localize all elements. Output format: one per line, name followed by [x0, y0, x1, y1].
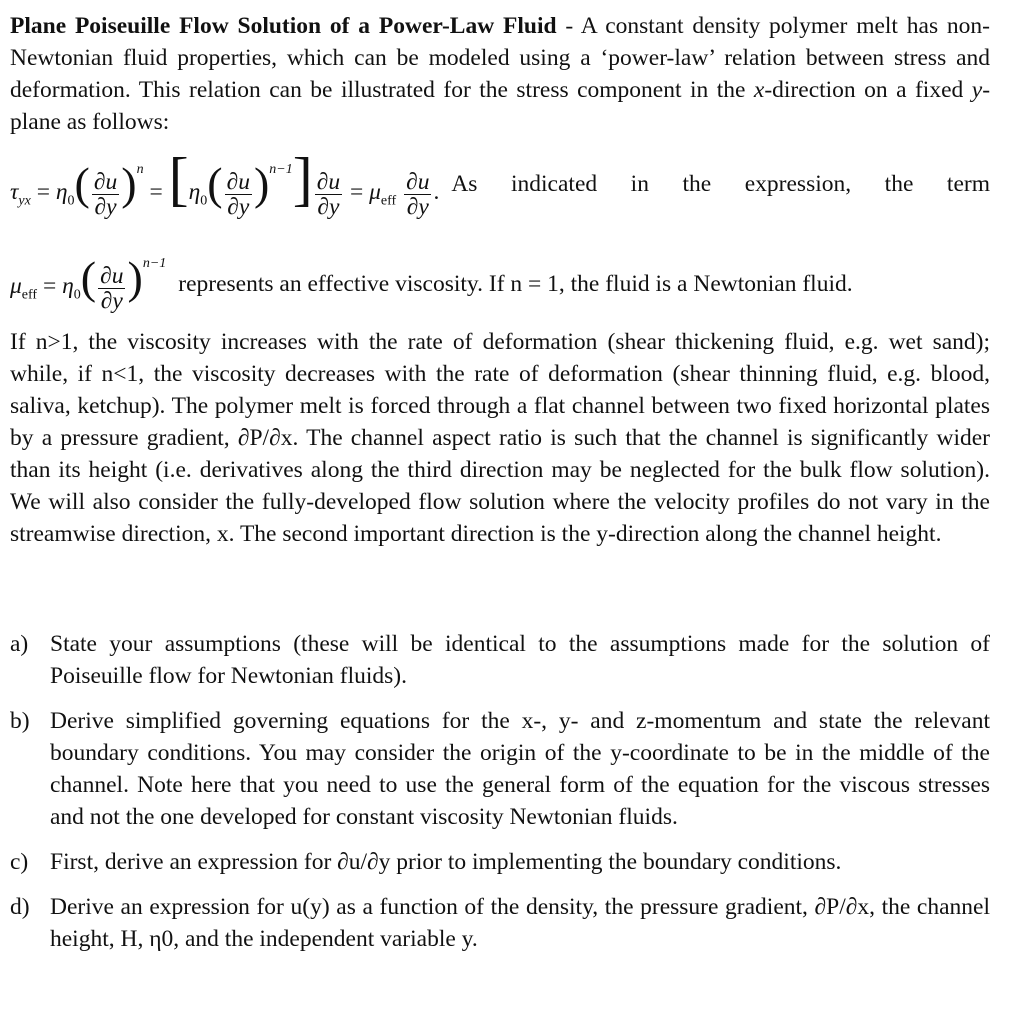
problem-title: Plane Poiseuille Flow Solution of a Power-Law Fluid	[10, 13, 557, 39]
question-item-d: d) Derive an expression for u(y) as a function of the density, the pressure gradient, ∂P/∂x, the channel height, H, η0, and the independent variable y.	[10, 894, 990, 952]
equation-comment: As indicated in the expression, the term	[451, 170, 990, 197]
question-list	[10, 628, 990, 968]
stress-equation-line	[10, 146, 990, 222]
effective-viscosity-line	[10, 246, 990, 322]
question-item-c: c) First, derive an expression for ∂u/∂y prior to implementing the boundary conditions.	[10, 849, 842, 875]
effective-viscosity-equation: $\mu_{eff} = \eta_0$( $\frac{\partial u}{\partial y}$ )$^{n-1}$	[10, 252, 167, 314]
question-item-b: b) Derive simplified governing equations for the x-, y- and z-momentum and state the relevant boundary conditions. You may consider the origin of the y-coordinate to be in the middle of the channel. Note here that you need to use the general form of the equation for the viscous stresses and not the one developed for constant viscosity Newtonian fluids.	[10, 708, 990, 830]
stress-equation: $\tau_{yx} = \eta_0$( $\frac{\partial u}{\partial y}$ )$^n = [\eta_0$( $\frac{\partial u}{\partial y}$ )$^{n-1}$] $\frac{\partial u}{\partial y}$ = $\mu_{eff}$ $\frac{\partial u}{\partial y}$ .	[10, 146, 440, 220]
question-item-a: a) State your assumptions (these will be identical to the assumptions made for the solution of Poiseuille flow for Newtonian fluids).	[10, 631, 990, 689]
effective-viscosity-comment: represents an effective viscosity. If n = 1, the fluid is a Newtonian fluid.	[178, 270, 853, 297]
intro-paragraph: Plane Poiseuille Flow Solution of a Power-Law Fluid - A constant density polymer melt has non-Newtonian fluid properties, which can be modeled using a ‘power-law’ relation between stress and deformation. This relation can be illustrated for the stress component in the x-direction on a fixed y-plane as follows:	[10, 13, 991, 135]
body-paragraph: If n>1, the viscosity increases with the rate of deformation (shear thickening fluid, e.g. wet sand); while, if n<1, the viscosity decreases with the rate of deformation (shear thinning fluid, e.g. blood, saliva, ketchup). The polymer melt is forced through a flat channel between two fixed horizontal plates by a pressure gradient, ∂P/∂x. The channel aspect ratio is such that the channel is significantly wider than its height (i.e. derivatives along the third direction may be neglected for the bulk flow solution). We will also consider the fully-developed flow solution where the velocity profiles do not vary in the streamwise direction, x. The second important direction is the y-direction along the channel height.	[10, 329, 990, 547]
